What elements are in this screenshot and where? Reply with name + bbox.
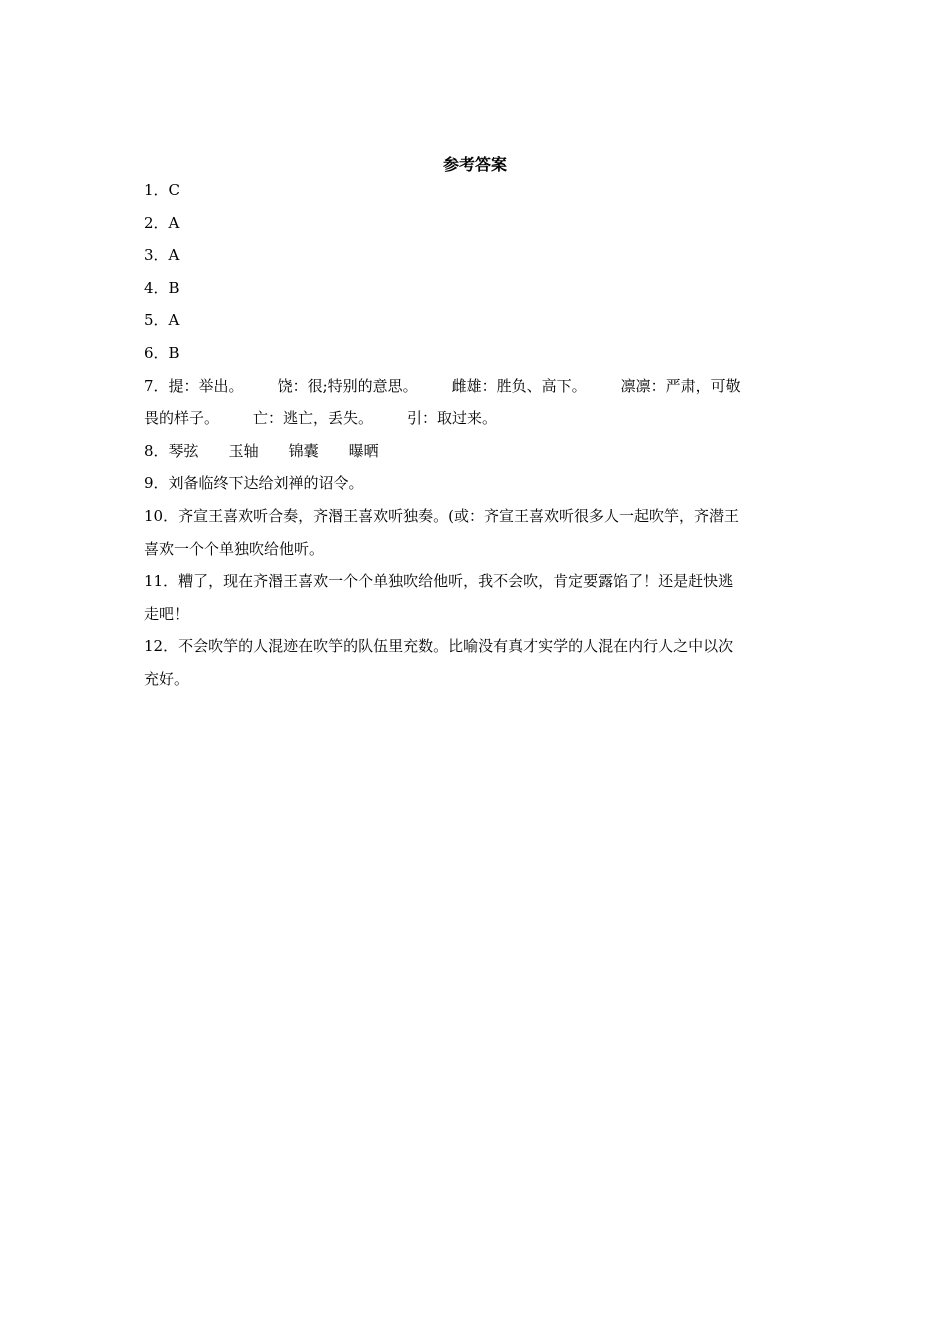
answer-5: 5．A [144,311,180,330]
page-title: 参考答案 [442,155,507,174]
answer-7-item: 引：取过来。 [407,409,498,428]
answer-8-item: 曝晒 [348,441,379,460]
answer-8-item: 琴弦 [168,441,199,460]
answer-1: 1．C [144,181,181,199]
answer-8 [144,435,809,468]
answer-8-item: 玉轴 [228,441,259,460]
answer-12-line-2: 充好。 [144,669,190,688]
answer-7-line-1 [144,370,809,403]
answer-7-item: 亡：逃亡，丢失。 [253,409,374,428]
answer-10-line-2: 喜欢一个个单独吹给他听。 [144,539,325,558]
answer-7-item: 饶：很;特别的意思。 [277,376,418,395]
answer-9: 9．刘备临终下达给刘禅的诏令。 [144,474,364,493]
answer-7-item: 提：举出。 [168,376,244,395]
answer-list [144,174,809,696]
answer-8-item: 锦囊 [288,441,319,460]
answer-4: 4．B [144,278,180,297]
answer-7-line-2 [144,402,809,435]
answer-11-line-1: 11．糟了，现在齐湣王喜欢一个个单独吹给他听，我不会吹，肯定要露馅了！还是赶快逃 [144,572,734,591]
answer-12-line-1: 12．不会吹竽的人混迹在吹竽的队伍里充数。比喻没有真才实学的人混在内行人之中以次 [144,637,734,656]
answer-8-number: 8． [144,441,169,460]
answer-10-line-1: 10．齐宣王喜欢听合奏，齐湣王喜欢听独奏。(或：齐宣王喜欢听很多人一起吹竽，齐潜王 [144,506,739,525]
answer-11-line-2: 走吧！ [144,604,190,623]
answer-7-item: 凛凛：严肃，可敬 [620,376,741,395]
answer-2: 2．A [144,213,180,232]
answer-7-number: 7． [144,376,169,395]
answer-6: 6．B [144,343,180,362]
answer-7-item: 畏的样子。 [144,409,220,428]
answer-7-item: 雌雄：胜负、高下。 [451,376,587,395]
answer-3: 3．A [144,246,180,265]
